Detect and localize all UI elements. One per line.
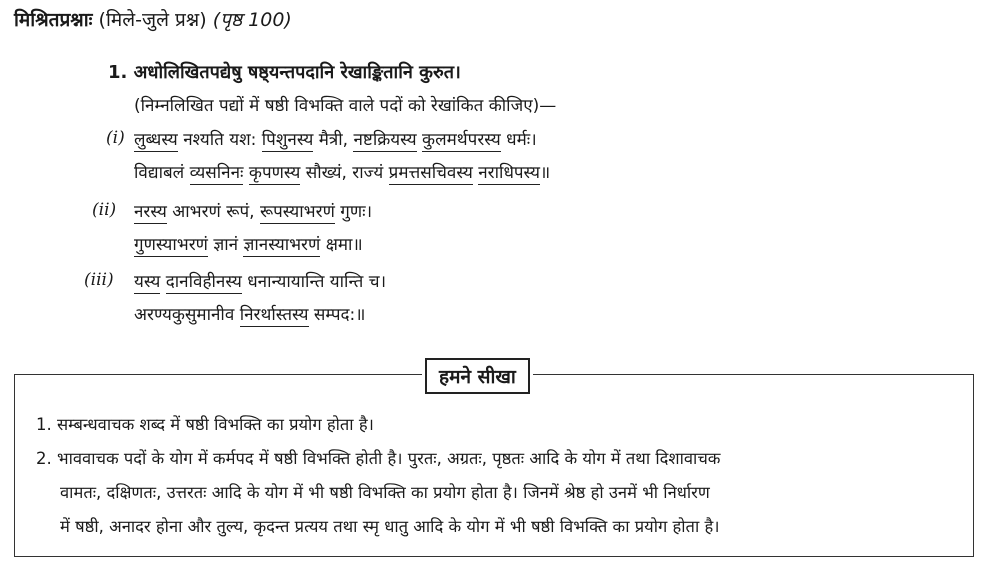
verse-text: ॥ [540, 163, 551, 183]
verse-number: (i) [106, 128, 125, 148]
underlined-word: प्रमत्तसचिवस्य [388, 163, 473, 183]
heading-page: (पृष्ठ 100) [212, 9, 292, 31]
underlined-word: लुब्धस्य [134, 130, 178, 150]
underlined-word: पिशुनस्य [261, 130, 314, 150]
verse-text: गुणः। [334, 202, 373, 222]
verse-text: सौख्यं, राज्यं [300, 163, 389, 183]
underlined-word: ज्ञानस्याभरणं [243, 235, 321, 255]
verse-text: विद्याबलं [134, 163, 190, 183]
learned-point-cont: वामतः, दक्षिणतः, उत्तरतः आदि के योग में भी षष्ठी विभक्ति का प्रयोग होता है। जिनमें श्रेष्ठ हो उनमें भी निर्धारण [60, 483, 710, 502]
verse-text: धर्मः। [500, 130, 537, 150]
heading-paren: (मिले-जुले प्रश्न) [98, 9, 207, 31]
verse-text: आभरणं रूपं, [166, 202, 260, 222]
underlined-word: नरस्य [134, 202, 167, 222]
learned-point: 2. भाववाचक पदों के योग में कर्मपद में षष्ठी विभक्ति होती है। पुरतः, अग्रतः, पृष्ठतः आदि के योग में तथा दिशावाचक [36, 449, 721, 468]
verse-line [134, 302, 365, 325]
underlined-word: निरर्थास्तस्य [239, 305, 309, 325]
underlined-word: यस्य [134, 272, 161, 292]
underlined-word: कुलमर्थपरस्य [422, 130, 501, 150]
underlined-word: कृपणस्य [248, 163, 301, 183]
section-heading [14, 6, 292, 32]
underlined-word: दानविहीनस्य [165, 272, 242, 292]
verse-line [134, 127, 537, 150]
underlined-word: व्यसनिनः [189, 163, 244, 183]
verse-text: ज्ञानं [207, 235, 244, 255]
verse-text: नश्यति यश: [177, 130, 262, 150]
verse-text: अरण्यकुसुमानीव [134, 305, 240, 325]
verse-number: (iii) [84, 270, 114, 290]
question-subtitle: (निम्नलिखित पद्यों में षष्ठी विभक्ति वाले पदों को रेखांकित कीजिए)— [134, 96, 557, 116]
verse-text: मैत्री, [313, 130, 354, 150]
learned-title-wrap [422, 355, 533, 397]
verse-line [134, 232, 363, 255]
underlined-word: गुणस्याभरणं [134, 235, 208, 255]
verse-line [134, 199, 372, 222]
question-title: 1. अधोलिखितपद्येषु षष्ठ्यन्तपदानि रेखाङ्कितानि कुरुत। [108, 62, 461, 83]
underlined-word: नराधिपस्य [478, 163, 541, 183]
underlined-word: नष्टक्रियस्य [353, 130, 417, 150]
learned-point: 1. सम्बन्धवाचक शब्द में षष्ठी विभक्ति का प्रयोग होता है। [36, 415, 374, 434]
verse-line [134, 269, 386, 292]
verse-text: धनान्यायान्ति यान्ति च। [241, 272, 387, 292]
verse-number: (ii) [92, 200, 117, 220]
underlined-word: रूपस्याभरणं [259, 202, 335, 222]
learned-point-cont: में षष्ठी, अनादर होना और तुल्य, कृदन्त प्रत्यय तथा स्मृ धातु आदि के योग में भी षष्ठी विभक्ति का प्रयोग होता है। [60, 517, 720, 536]
verse-line [134, 160, 550, 183]
verse-text: क्षमा॥ [320, 235, 363, 255]
heading-label: मिश्रितप्रश्नाः [14, 9, 93, 31]
learned-title: हमने सीखा [425, 358, 530, 394]
verse-text [160, 272, 165, 292]
verse-text: सम्पद:॥ [308, 305, 366, 325]
